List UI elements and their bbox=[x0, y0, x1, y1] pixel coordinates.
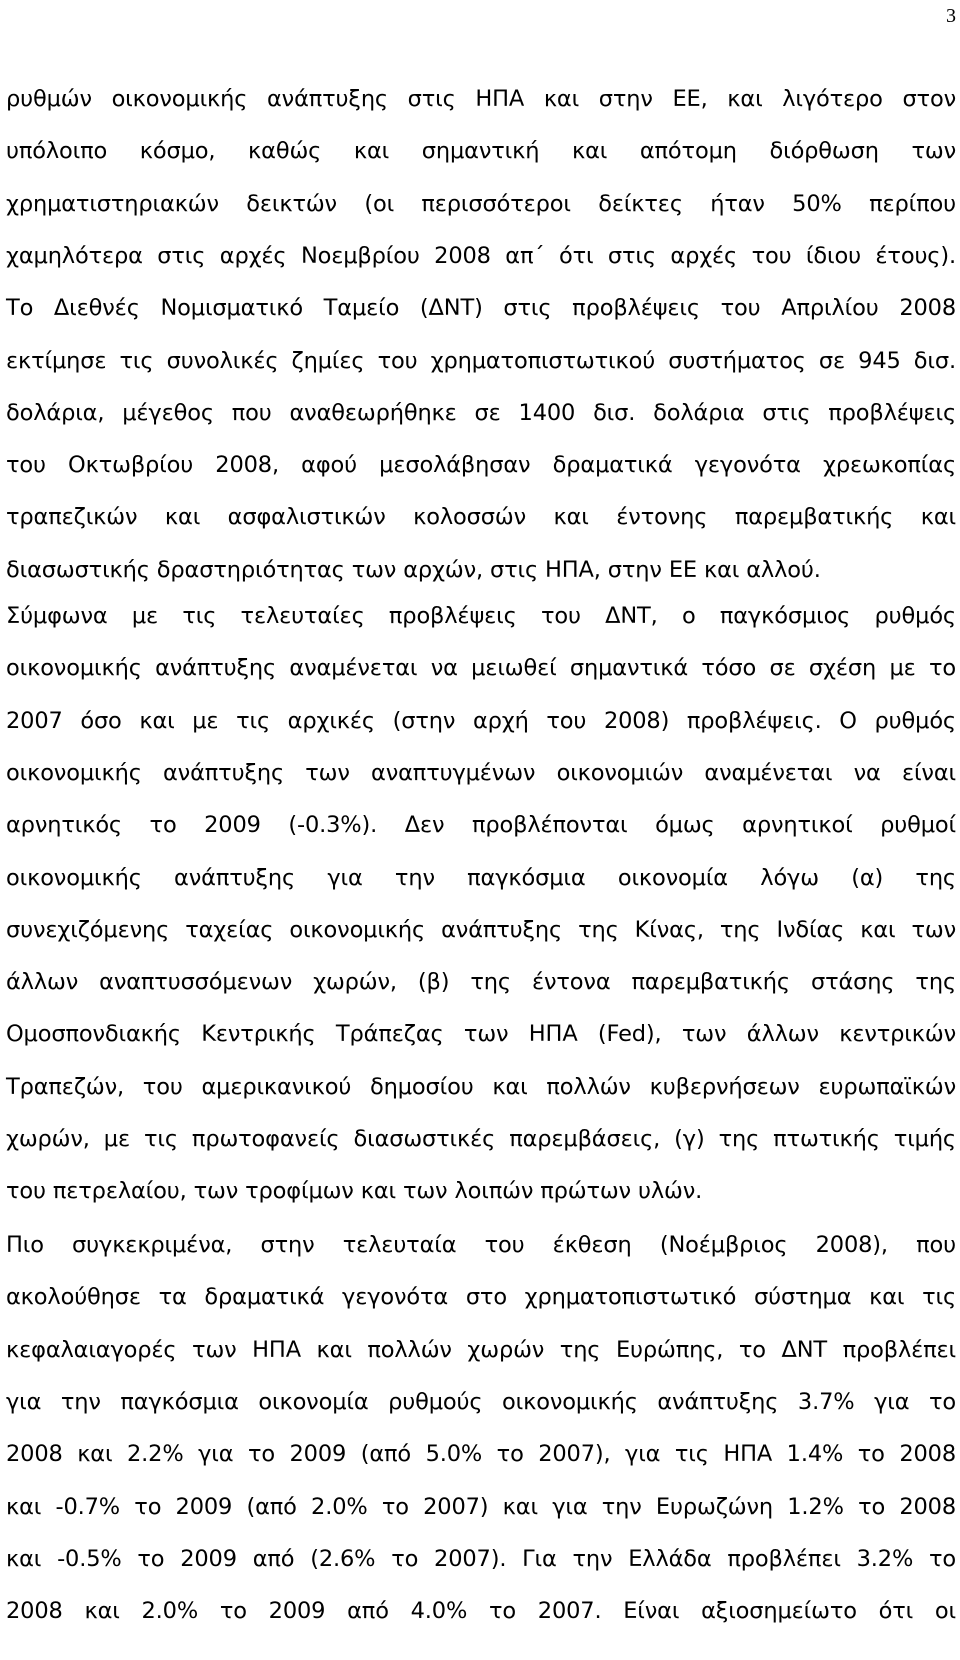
text-line: 2008 και 2.0% το 2009 από 4.0% το 2007. Είναι αξιοσημείωτο ότι οι bbox=[6, 1598, 956, 1625]
text-line: ρυθμών οικονομικής ανάπτυξης στις ΗΠΑ και στην ΕΕ, και λιγότερο στον bbox=[6, 86, 956, 112]
text-line: και -0.7% το 2009 (από 2.0% το 2007) και για την Ευρωζώνη 1.2% το 2008 bbox=[6, 1493, 956, 1520]
text-line: Τραπεζών, του αμερικανικού δημοσίου και πολλών κυβερνήσεων ευρωπαϊκών bbox=[6, 1073, 956, 1100]
text-line: και -0.5% το 2009 από (2.6% το 2007). Για την Ελλάδα προβλέπει 3.2% το bbox=[6, 1545, 956, 1572]
text-line: Πιο συγκεκριμένα, στην τελευταία του έκθεση (Νοέμβριος 2008), που bbox=[6, 1232, 956, 1258]
text-line: 2008 και 2.2% για το 2009 (από 5.0% το 2007), για τις ΗΠΑ 1.4% το 2008 bbox=[6, 1441, 956, 1468]
text-line: άλλων αναπτυσσόμενων χωρών, (β) της έντονα παρεμβατικής στάσης της bbox=[6, 969, 956, 996]
text-line: για την παγκόσμια οικονομία ρυθμούς οικονομικής ανάπτυξης 3.7% για το bbox=[6, 1388, 956, 1415]
text-line: χαμηλότερα στις αρχές Νοεμβρίου 2008 απ΄ ότι στις αρχές του ίδιου έτους). bbox=[6, 242, 956, 269]
text-line: οικονομικής ανάπτυξης αναμένεται να μειωθεί σημαντικά τόσο σε σχέση με το bbox=[6, 655, 956, 682]
page-number: 3 bbox=[946, 5, 956, 27]
text-line: δολάρια, μέγεθος που αναθεωρήθηκε σε 1400 δισ. δολάρια στις προβλέψεις bbox=[6, 399, 956, 426]
text-line: συνεχιζόμενης ταχείας οικονομικής ανάπτυξης της Κίνας, της Ινδίας και των bbox=[6, 916, 956, 943]
text-line: κεφαλαιαγορές των ΗΠΑ και πολλών χωρών της Ευρώπης, το ΔΝΤ προβλέπει bbox=[6, 1336, 956, 1363]
text-line: υπόλοιπο κόσμο, καθώς και σημαντική και απότομη διόρθωση των bbox=[6, 138, 956, 165]
text-line: Σύμφωνα με τις τελευταίες προβλέψεις του ΔΝΤ, ο παγκόσμιος ρυθμός bbox=[6, 603, 956, 629]
text-line: 2007 όσο και με τις αρχικές (στην αρχή του 2008) προβλέψεις. Ο ρυθμός bbox=[6, 707, 956, 734]
text-line: χρηματιστηριακών δεικτών (οι περισσότεροι δείκτες ήταν 50% περίπου bbox=[6, 190, 956, 217]
text-line: διασωστικής δραστηριότητας των αρχών, στις ΗΠΑ, στην ΕΕ και αλλού. bbox=[6, 556, 821, 583]
text-line: του πετρελαίου, των τροφίμων και των λοιπών πρώτων υλών. bbox=[6, 1178, 703, 1205]
text-line: εκτίμησε τις συνολικές ζημίες του χρηματοπιστωτικού συστήματος σε 945 δισ. bbox=[6, 347, 956, 374]
text-line: τραπεζικών και ασφαλιστικών κολοσσών και έντονης παρεμβατικής και bbox=[6, 504, 956, 531]
text-line: ακολούθησε τα δραματικά γεγονότα στο χρηματοπιστωτικό σύστημα και τις bbox=[6, 1284, 956, 1311]
text-line: χωρών, με τις πρωτοφανείς διασωστικές παρεμβάσεις, (γ) της πτωτικής τιμής bbox=[6, 1126, 956, 1152]
text-line: οικονομικής ανάπτυξης για την παγκόσμια οικονομία λόγω (α) της bbox=[6, 864, 956, 891]
text-line: αρνητικός το 2009 (-0.3%). Δεν προβλέπονται όμως αρνητικοί ρυθμοί bbox=[6, 812, 956, 839]
text-line: Ομοσπονδιακής Κεντρικής Τράπεζας των ΗΠΑ (Fed), των άλλων κεντρικών bbox=[6, 1021, 956, 1048]
text-line: του Οκτωβρίου 2008, αφού μεσολάβησαν δραματικά γεγονότα χρεωκοπίας bbox=[6, 452, 956, 479]
text-line: Το Διεθνές Νομισματικό Ταμείο (ΔΝΤ) στις προβλέψεις του Απριλίου 2008 bbox=[6, 295, 956, 322]
text-line: οικονομικής ανάπτυξης των αναπτυγμένων οικονομιών αναμένεται να είναι bbox=[6, 759, 956, 786]
